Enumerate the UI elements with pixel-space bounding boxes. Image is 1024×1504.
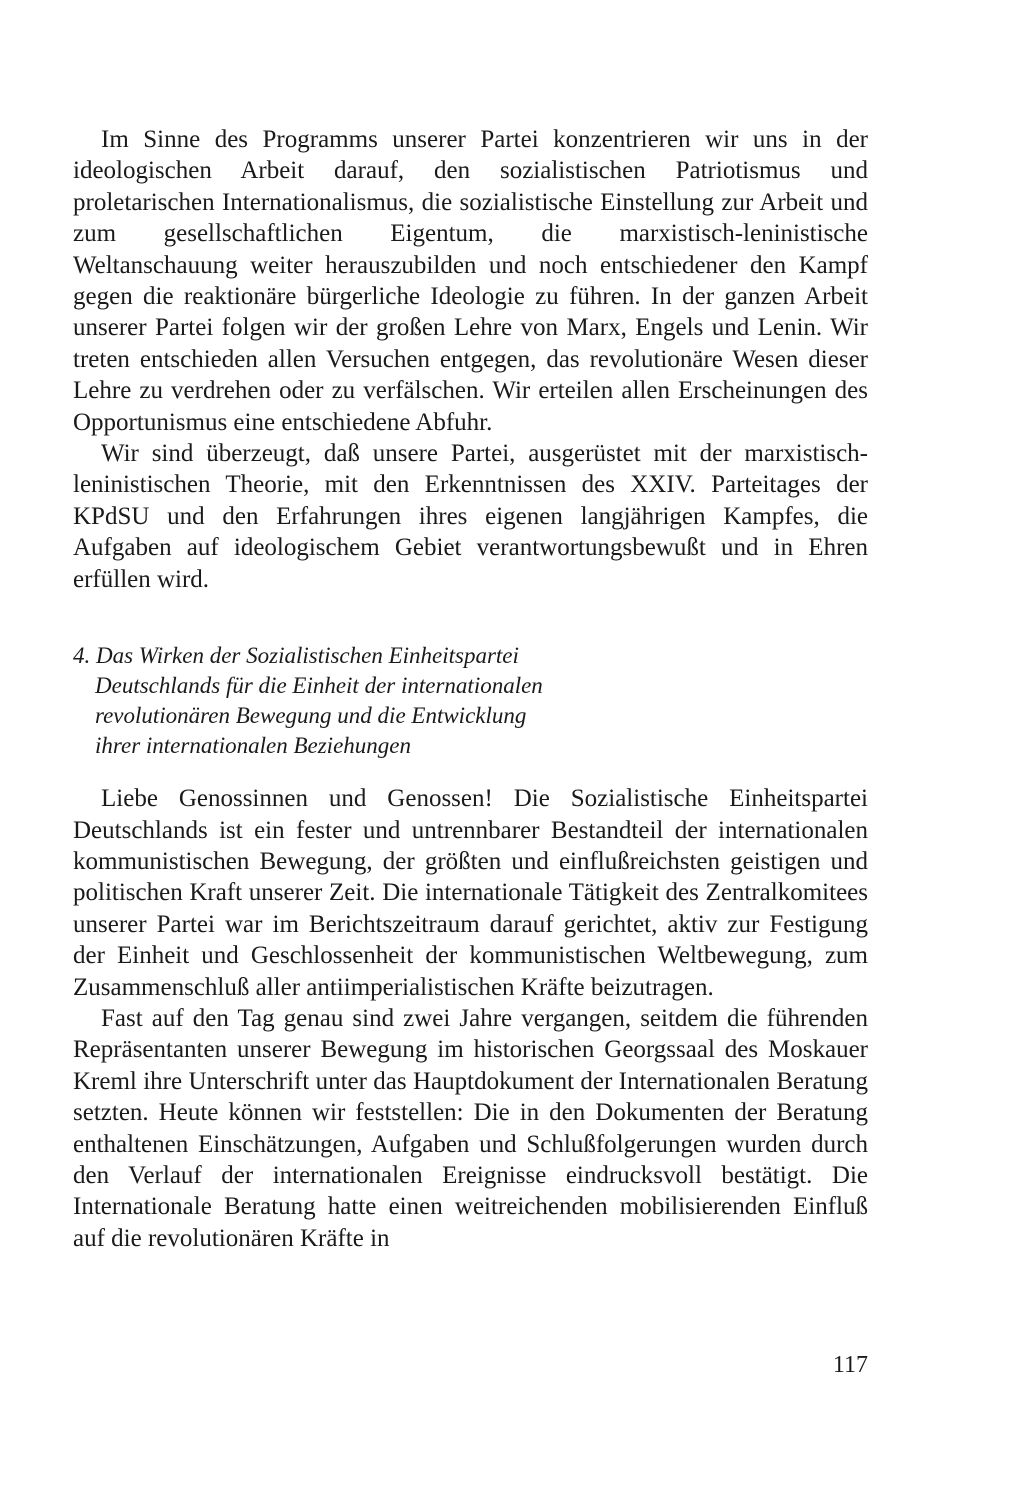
page-number: 117 — [832, 1352, 868, 1378]
section-heading-line-2: Deutschlands für die Einheit der internationalen — [95, 673, 543, 699]
page-body — [73, 124, 868, 1254]
paragraph-conviction: Wir sind überzeugt, daß unsere Partei, ausgerüstet mit der marxistisch-leninistischen Theorie, mit den Erkenntnissen des XXIV. Parteitages der KPdSU und den Erfahrungen ihres eigenen langjährigen Kampfes, die Aufgaben auf ideologischem Gebiet verantwortungsbewußt und in Ehren erfüllen wird. — [73, 440, 868, 593]
paragraph-greeting: Liebe Genossinnen und Genossen! Die Sozialistische Einheitspartei Deutschlands ist ein fester und untrennbarer Bestandteil der internationalen kommunistischen Bewegung, der größten und einflußreichsten geistigen und politischen Kraft unserer Zeit. Die internationale Tätigkeit des Zentralkomitees unserer Partei war im Berichtszeitraum darauf gerichtet, aktiv zur Festigung der Einheit und Geschlossenheit der kommunistischen Weltbewegung, zum Zusammenschluß aller antiimperialistischen Kräfte beizutragen. — [73, 785, 868, 1001]
section-heading — [73, 641, 868, 761]
section-heading-line-1: 4. Das Wirken der Sozialistischen Einheitspartei — [73, 643, 519, 669]
paragraph-international-meeting: Fast auf den Tag genau sind zwei Jahre vergangen, seitdem die führenden Repräsentanten unserer Bewegung im historischen Georgssaal des Moskauer Kreml ihre Unterschrift unter das Hauptdokument der Internationalen Beratung setzten. Heute können wir feststellen: Die in den Dokumenten der Beratung enthaltenen Einschätzungen, Aufgaben und Schlußfolgerungen wurden durch den Verlauf der internationalen Ereignisse eindrucksvoll bestätigt. Die Internationale Beratung hatte einen weitreichenden mobilisierenden Einfluß auf die revolutionären Kräfte in — [73, 1004, 868, 1252]
section-heading-line-3: revolutionären Bewegung und die Entwicklung — [95, 703, 527, 729]
paragraph-ideological-work: Im Sinne des Programms unserer Partei konzentrieren wir uns in der ideologischen Arbeit darauf, den sozialistischen Patriotismus und proletarischen Internationalismus, die sozialistische Einstellung zur Arbeit und zum gesellschaftlichen Eigentum, die marxistisch-leninistische Weltanschauung weiter herauszubilden und noch entschiedener den Kampf gegen die reaktionäre bürgerliche Ideologie zu führen. In der ganzen Arbeit unserer Partei folgen wir der großen Lehre von Marx, Engels und Lenin. Wir treten entschieden allen Versuchen entgegen, das revolutionäre Wesen dieser Lehre zu verdrehen oder zu verfälschen. Wir erteilen allen Erscheinungen des Opportunismus eine entschiedene Abfuhr. — [73, 126, 868, 436]
section-heading-line-4: ihrer internationalen Beziehungen — [95, 733, 411, 759]
